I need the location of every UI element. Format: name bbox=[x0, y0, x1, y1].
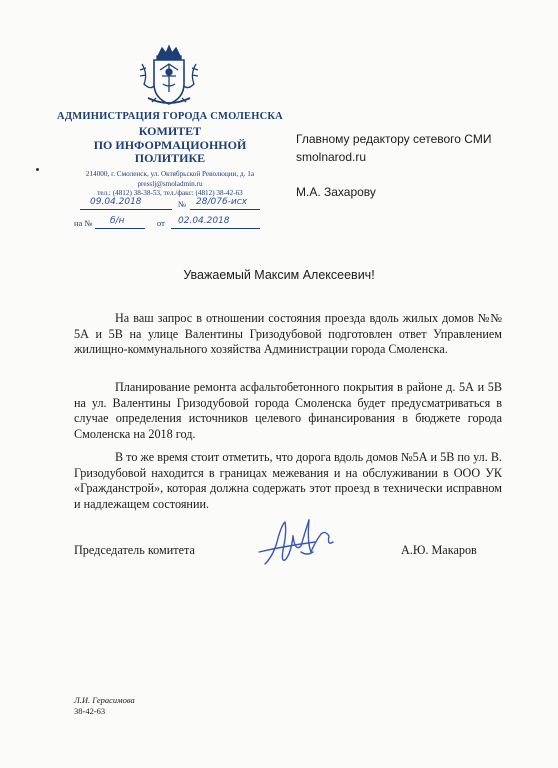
ref-number: б/н bbox=[110, 216, 125, 226]
committee-name bbox=[40, 125, 300, 166]
salutation: Уважаемый Максим Алексеевич! bbox=[183, 268, 375, 282]
body-paragraph: В то же время стоит отметить, что дорога вдоль домов №5А и 5В по ул. В. Гризодубовой находится в границах межевания и на обслуживании в ООО УК «Гражданстрой», которая должна содержать этот проезд в технически исправном и надлежащем состоянии. bbox=[74, 450, 502, 511]
ref-label: на № bbox=[74, 218, 93, 228]
committee-line: ПО ИНФОРМАЦИОННОЙ bbox=[93, 137, 247, 152]
coat-of-arms-icon bbox=[134, 40, 204, 110]
signatory-name: А.Ю. Макаров bbox=[401, 543, 477, 557]
number-label: № bbox=[178, 199, 187, 209]
letterhead-address bbox=[40, 170, 300, 199]
organization-name: АДМИНИСТРАЦИЯ ГОРОДА СМОЛЕНСКА bbox=[57, 111, 283, 122]
body-paragraph: Планирование ремонта асфальтобетонного покрытия в районе д. 5А и 5В на ул. Валентины Гризодубовой города Смоленска будет предусматриваться в случае определения источников целевого финансирования в бюджете города Смоленска на 2018 год. bbox=[74, 380, 502, 441]
handwritten-signature bbox=[255, 512, 345, 574]
executor-block bbox=[74, 695, 135, 717]
ref-date-underline bbox=[171, 228, 260, 229]
addressee-block bbox=[296, 130, 536, 201]
ref-date: 02.04.2018 bbox=[178, 216, 230, 226]
outgoing-date: 09.04.2018 bbox=[90, 197, 142, 207]
outgoing-number-underline bbox=[190, 209, 260, 210]
signatory-title: Председатель комитета bbox=[74, 543, 195, 557]
scan-speck bbox=[36, 168, 39, 171]
ref-from-label: от bbox=[157, 218, 165, 228]
ref-number-underline bbox=[95, 228, 145, 229]
address-line: 214000, г. Смоленск, ул. Октябрьской Революции, д. 1а bbox=[85, 170, 255, 178]
executor-name: Л.И. Герасимова bbox=[74, 695, 135, 705]
committee-line: КОМИТЕТ bbox=[138, 124, 202, 138]
outgoing-number: 28/076-исх bbox=[196, 197, 248, 207]
address-phones: тел.: (4812) 38-38-53, тел./факс: (4812) 38-42-63 bbox=[97, 189, 243, 197]
addressee-position: Главному редактору сетевого СМИ bbox=[296, 132, 492, 146]
outgoing-date-underline bbox=[80, 209, 172, 210]
addressee-media: smolnarod.ru bbox=[296, 150, 367, 164]
committee-line: ПОЛИТИКЕ bbox=[134, 151, 206, 165]
address-email: presslj@smoladmin.ru bbox=[137, 179, 203, 188]
executor-phone: 38-42-63 bbox=[74, 706, 106, 716]
body-paragraph: На ваш запрос в отношении состояния проезда вдоль жилых домов №№ 5А и 5В на улице Валентины Гризодубовой подготовлен ответ Управлением жилищно-коммунального хозяйства Администрации города Смоленска. bbox=[74, 311, 502, 357]
addressee-name: М.А. Захарову bbox=[296, 185, 376, 199]
